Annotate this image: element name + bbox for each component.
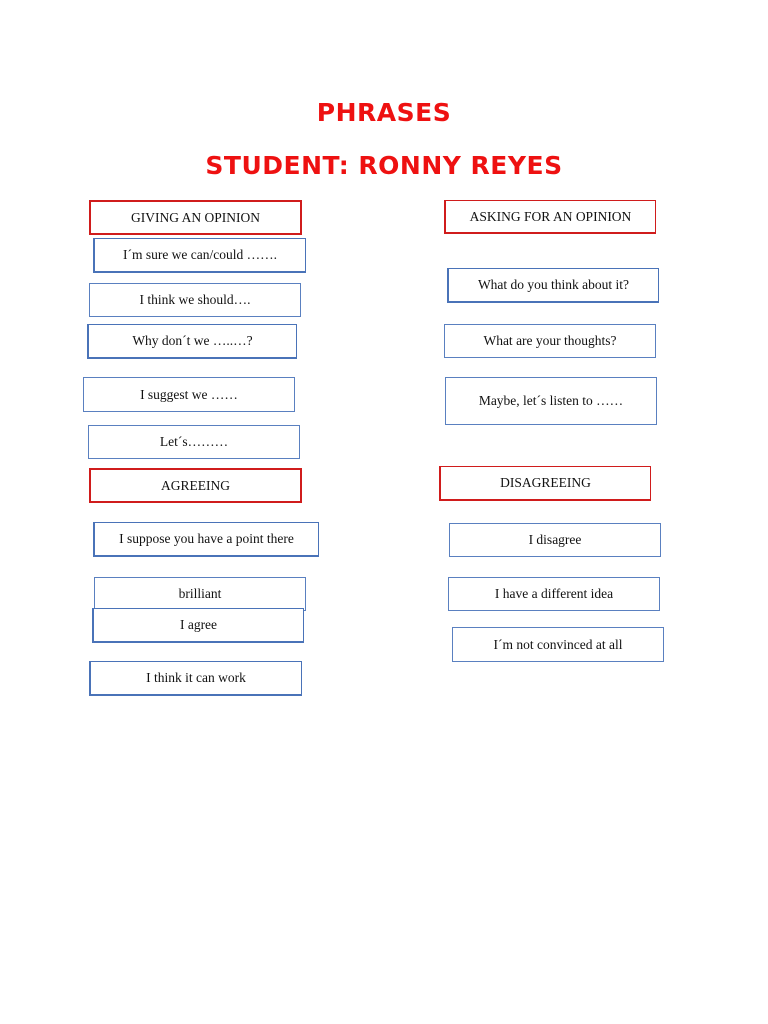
asking-opinion-item: What are your thoughts? xyxy=(444,324,656,358)
agreeing-item: I suppose you have a point there xyxy=(93,522,319,557)
agreeing-item: I agree xyxy=(92,608,304,643)
giving-opinion-item: I think we should…. xyxy=(89,283,301,317)
giving-opinion-item: Let´s……… xyxy=(88,425,300,459)
agreeing-item: I think it can work xyxy=(89,661,302,696)
page-title: PHRASES xyxy=(316,98,452,127)
agreeing-item: brilliant xyxy=(94,577,306,611)
giving-opinion-item: I´m sure we can/could ……. xyxy=(93,238,306,273)
asking-opinion-header: ASKING FOR AN OPINION xyxy=(444,200,656,234)
asking-opinion-item: Maybe, let´s listen to …… xyxy=(445,377,657,425)
disagreeing-item: I have a different idea xyxy=(448,577,660,611)
disagreeing-item: I disagree xyxy=(449,523,661,557)
disagreeing-item: I´m not convinced at all xyxy=(452,627,664,662)
giving-opinion-item: Why don´t we …..…? xyxy=(87,324,297,359)
asking-opinion-item: What do you think about it? xyxy=(447,268,659,303)
giving-opinion-item: I suggest we …… xyxy=(83,377,295,412)
agreeing-header: AGREEING xyxy=(89,468,302,503)
student-name: STUDENT: RONNY REYES xyxy=(205,151,563,180)
giving-opinion-header: GIVING AN OPINION xyxy=(89,200,302,235)
disagreeing-header: DISAGREEING xyxy=(439,466,651,501)
